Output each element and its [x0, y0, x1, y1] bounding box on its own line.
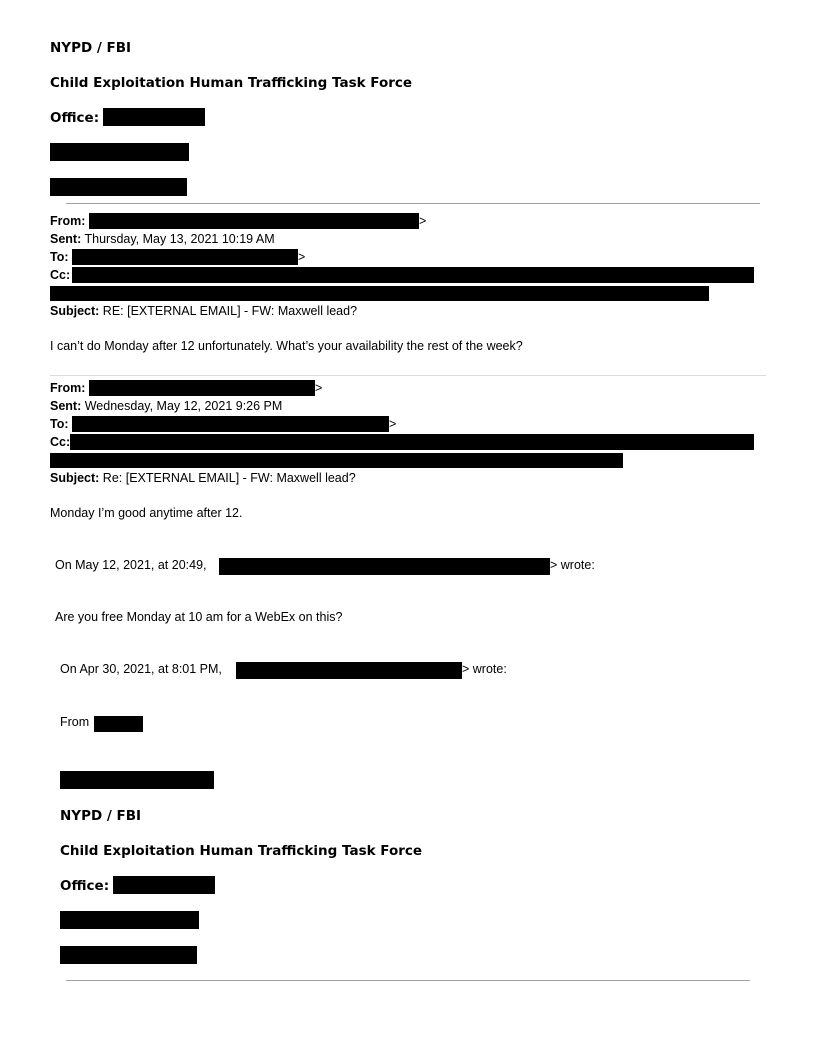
email1-from-row	[50, 212, 85, 230]
signature-bottom-unit: Child Exploitation Human Trafficking Task Force	[60, 843, 423, 859]
email1-from-label: From:	[50, 214, 86, 228]
redaction-email1-cc-line1	[72, 267, 754, 283]
email2-from-tail: >	[315, 381, 323, 395]
email1-sent-value: Thursday, May 13, 2021 10:19 AM	[84, 232, 275, 246]
email2-from-row	[50, 379, 85, 397]
signature-agency: NYPD / FBI	[50, 40, 132, 56]
email2-to-row	[50, 415, 69, 433]
email1-sent-label: Sent:	[50, 232, 82, 246]
email2-sent-label: Sent:	[50, 399, 82, 413]
redaction-email2-to	[72, 416, 389, 432]
redaction-quote1-sender	[219, 558, 550, 575]
redaction-email2-cc-line1	[70, 434, 754, 450]
signature-bottom-office-label: Office:	[60, 878, 110, 894]
email1-subject-value: RE: [EXTERNAL EMAIL] - FW: Maxwell lead?	[102, 304, 358, 318]
quote2-from-label: From	[60, 715, 90, 729]
email2-sent-row	[50, 397, 282, 415]
separator-bottom	[66, 980, 750, 981]
quote2-prefix: On Apr 30, 2021, at 8:01 PM,	[60, 662, 222, 676]
quote1-body: Are you free Monday at 10 am for a WebEx on this?	[55, 610, 343, 624]
email1-to-label: To:	[50, 250, 69, 264]
redaction-email1-to	[72, 249, 298, 265]
redaction-email	[50, 178, 187, 196]
redaction-phone	[50, 143, 189, 161]
quote1-suffix: > wrote:	[550, 558, 595, 572]
email1-cc-label: Cc:	[50, 268, 71, 282]
redaction-quote2-from	[94, 716, 143, 732]
email2-subject-value: Re: [EXTERNAL EMAIL] - FW: Maxwell lead?	[102, 471, 356, 485]
quote1-prefix: On May 12, 2021, at 20:49,	[55, 558, 207, 572]
redaction-quote2-sender	[236, 662, 462, 679]
redaction-bottom-office	[113, 876, 215, 894]
redaction-email2-cc-line2	[50, 453, 623, 468]
redaction-bottom-phone	[60, 911, 199, 929]
quote2-suffix: > wrote:	[462, 662, 507, 676]
email1-to-row	[50, 248, 69, 266]
signature-office-label: Office:	[50, 110, 100, 126]
signature-unit: Child Exploitation Human Trafficking Task Force	[50, 75, 413, 91]
email2-from-label: From:	[50, 381, 86, 395]
email2-subject-row	[50, 469, 356, 487]
email1-from-tail: >	[419, 214, 427, 228]
redaction-quote2-name	[60, 771, 214, 789]
redaction-office	[103, 108, 205, 126]
email2-to-tail: >	[389, 417, 397, 431]
redaction-email1-from	[89, 213, 419, 229]
separator-top	[66, 203, 760, 204]
email2-cc-label: Cc:	[50, 435, 71, 449]
email1-subject-label: Subject:	[50, 304, 100, 318]
email1-subject-row	[50, 302, 357, 320]
email1-body: I can’t do Monday after 12 unfortunately. What’s your availability the rest of the week?	[50, 339, 523, 353]
email1-to-tail: >	[298, 250, 306, 264]
email2-sent-value: Wednesday, May 12, 2021 9:26 PM	[84, 399, 283, 413]
email2-subject-label: Subject:	[50, 471, 100, 485]
redaction-email2-from	[89, 380, 315, 396]
email2-cc-row	[50, 433, 70, 451]
separator-email2	[50, 375, 766, 376]
email1-cc-row	[50, 266, 70, 284]
email2-body: Monday I’m good anytime after 12.	[50, 506, 243, 520]
redaction-bottom-email	[60, 946, 197, 964]
email1-sent-row	[50, 230, 275, 248]
email2-to-label: To:	[50, 417, 69, 431]
redaction-email1-cc-line2	[50, 286, 709, 301]
signature-bottom-agency: NYPD / FBI	[60, 808, 142, 824]
